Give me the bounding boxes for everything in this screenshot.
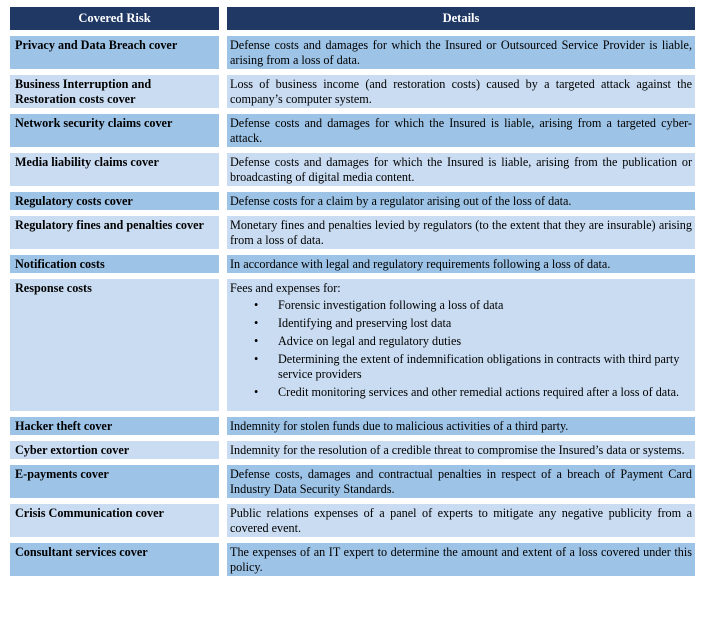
list-item-text: Forensic investigation following a loss of data (278, 298, 504, 312)
list-item (230, 385, 692, 400)
risk-cell: Consultant services cover (10, 543, 219, 576)
bullet-icon: • (254, 334, 259, 348)
risk-cell: Response costs (10, 279, 219, 411)
details-cell (227, 279, 695, 411)
table-row (10, 279, 695, 411)
risk-cell: Hacker theft cover (10, 417, 219, 435)
list-item-text: Advice on legal and regulatory duties (278, 334, 462, 348)
coverage-table (10, 7, 695, 582)
risk-cell: E-payments cover (10, 465, 219, 498)
table-row (10, 153, 695, 186)
details-cell: Defense costs and damages for which the Insured is liable, arising from the publication or broadcasting of digital media content. (227, 153, 695, 186)
bullet-icon: • (254, 298, 259, 312)
list-item-text: Identifying and preserving lost data (278, 316, 452, 330)
details-cell: Defense costs and damages for which the Insured or Outsourced Service Provider is liable, arising from a loss of data. (227, 36, 695, 69)
bullet-icon: • (254, 316, 259, 330)
table-row (10, 216, 695, 249)
risk-cell: Regulatory fines and penalties cover (10, 216, 219, 249)
risk-cell: Regulatory costs cover (10, 192, 219, 210)
table-row (10, 465, 695, 498)
details-cell: Indemnity for stolen funds due to malicious activities of a third party. (227, 417, 695, 435)
table-row (10, 255, 695, 273)
response-costs-list (230, 298, 692, 400)
details-cell: Defense costs for a claim by a regulator arising out of the loss of data. (227, 192, 695, 210)
list-item-text: Determining the extent of indemnification obligations in contracts with third party service providers (278, 352, 680, 381)
risk-cell: Cyber extortion cover (10, 441, 219, 459)
details-cell: In accordance with legal and regulatory requirements following a loss of data. (227, 255, 695, 273)
list-item-text: Credit monitoring services and other remedial actions required after a loss of data. (278, 385, 680, 399)
bullet-icon: • (254, 352, 259, 366)
list-item (230, 334, 692, 349)
risk-cell: Media liability claims cover (10, 153, 219, 186)
details-cell: Public relations expenses of a panel of experts to mitigate any negative publicity from a covered event. (227, 504, 695, 537)
details-cell: Defense costs, damages and contractual penalties in respect of a breach of Payment Card Industry Data Security Standards. (227, 465, 695, 498)
list-item (230, 316, 692, 331)
column-header-details: Details (227, 7, 695, 30)
table-header-row (10, 7, 695, 30)
risk-cell: Business Interruption and Restoration costs cover (10, 75, 219, 108)
bullet-icon: • (254, 385, 259, 399)
details-cell: Loss of business income (and restoration costs) caused by a targeted attack against the company’s computer system. (227, 75, 695, 108)
table-row (10, 114, 695, 147)
details-cell: The expenses of an IT expert to determine the amount and extent of a loss covered under this policy. (227, 543, 695, 576)
details-cell: Monetary fines and penalties levied by regulators (to the extent that they are insurable) arising from a loss of data. (227, 216, 695, 249)
table-row (10, 543, 695, 576)
table-row (10, 441, 695, 459)
table-row (10, 75, 695, 108)
list-item (230, 298, 692, 313)
table-row (10, 417, 695, 435)
details-cell: Defense costs and damages for which the Insured is liable, arising from a targeted cyber-attack. (227, 114, 695, 147)
risk-cell: Network security claims cover (10, 114, 219, 147)
table-row (10, 36, 695, 69)
details-cell: Indemnity for the resolution of a credible threat to compromise the Insured’s data or systems. (227, 441, 695, 459)
list-item (230, 352, 692, 382)
risk-cell: Crisis Communication cover (10, 504, 219, 537)
risk-cell: Privacy and Data Breach cover (10, 36, 219, 69)
details-intro: Fees and expenses for: (230, 281, 341, 295)
column-header-covered-risk: Covered Risk (10, 7, 219, 30)
risk-cell: Notification costs (10, 255, 219, 273)
table-row (10, 192, 695, 210)
table-row (10, 504, 695, 537)
